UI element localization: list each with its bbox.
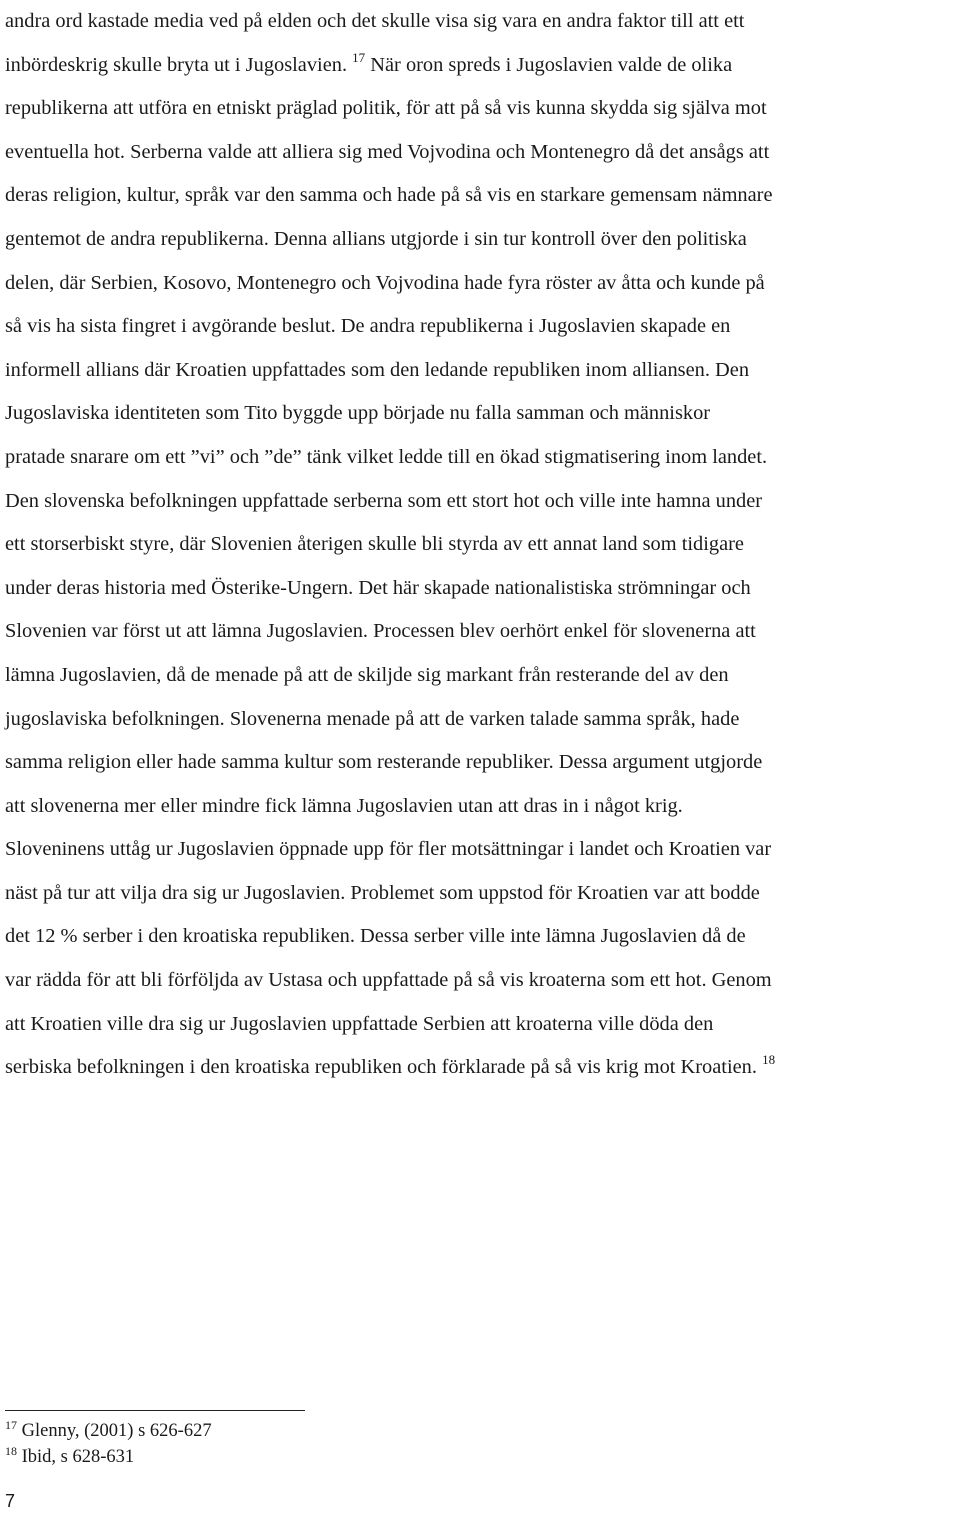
text-line: att Kroatien ville dra sig ur Jugoslavien uppfattade Serbien att kroaterna ville döda den	[5, 1012, 714, 1035]
text-line: republikerna att utföra en etniskt präglad politik, för att på så vis kunna skydda sig själva mot	[5, 97, 767, 120]
text-line: att slovenerna mer eller mindre fick lämna Jugoslavien utan att dras in i något krig.	[5, 794, 683, 817]
footnote-ref-17[interactable]: 17	[352, 49, 366, 65]
text-line: gentemot de andra republikerna. Denna allians utgjorde i sin tur kontroll över den politiska	[5, 227, 747, 250]
footnote-text: Ibid, s 628-631	[21, 1447, 135, 1467]
text-line: andra ord kastade media ved på elden och det skulle visa sig vara en andra faktor till att ett	[5, 10, 745, 32]
text-line: Slovenien var först ut att lämna Jugoslavien. Processen blev oerhört enkel för slovenerna att	[5, 620, 756, 643]
footnote-number: 17	[5, 1418, 17, 1432]
text-line: det 12 % serber i den kroatiska republiken. Dessa serber ville inte lämna Jugoslavien då de	[5, 925, 746, 948]
text-segment: inbördeskrig skulle bryta ut i Jugoslavien.	[5, 53, 348, 76]
body-text	[5, 0, 957, 1090]
text-line: ett storserbiskt styre, där Slovenien återigen skulle bli styrda av ett annat land som tidigare	[5, 533, 744, 556]
text-line: samma religion eller hade samma kultur som resterande republiker. Dessa argument utgjorde	[5, 751, 763, 774]
footnotes	[5, 1418, 212, 1470]
text-line: så vis ha sista fingret i avgörande beslut. De andra republikerna i Jugoslavien skapade en	[5, 315, 731, 338]
text-line: eventuella hot. Serberna valde att alliera sig med Vojvodina och Montenegro då det ansågs att	[5, 140, 770, 163]
text-line: deras religion, kultur, språk var den samma och hade på så vis en starkare gemensam nämnare	[5, 184, 773, 207]
text-line: Jugoslaviska identiteten som Tito byggde upp började nu falla samman och människor	[5, 402, 711, 425]
footnote-text: Glenny, (2001) s 626-627	[21, 1421, 212, 1441]
text-line	[5, 1046, 957, 1090]
text-segment: serbiska befolkningen i den kroatiska republiken och förklarade på så vis krig mot Kroatien.	[5, 1056, 757, 1079]
footnote-separator	[5, 1410, 305, 1411]
footnote-17	[5, 1418, 212, 1444]
text-line: näst på tur att vilja dra sig ur Jugoslavien. Problemet som uppstod för Kroatien var att bodde	[5, 881, 760, 904]
text-line: delen, där Serbien, Kosovo, Montenegro och Vojvodina hade fyra röster av åtta och kunde på	[5, 271, 765, 294]
text-line: under deras historia med Österike-Ungern. Det här skapade nationalistiska strömningar och	[5, 576, 751, 599]
footnote-number: 18	[5, 1444, 17, 1458]
text-line: lämna Jugoslavien, då de menade på att de skiljde sig markant från resterande del av den	[5, 663, 729, 686]
text-line: pratade snarare om ett ”vi” och ”de” tänk vilket ledde till en ökad stigmatisering inom landet.	[5, 445, 768, 468]
footnote-18	[5, 1444, 212, 1470]
text-line: jugoslaviska befolkningen. Slovenerna menade på att de varken talade samma språk, hade	[5, 707, 740, 730]
text-line: informell allians där Kroatien uppfattades som den ledande republiken inom alliansen. Den	[5, 358, 750, 381]
text-line: Sloveninens uttåg ur Jugoslavien öppnade upp för fler motsättningar i landet och Kroatien var	[5, 838, 772, 861]
text-line	[5, 44, 957, 88]
text-line: var rädda för att bli förföljda av Ustasa och uppfattade på så vis kroaterna som ett hot. Genom	[5, 969, 772, 992]
text-segment: När oron spreds i Jugoslavien valde de olika	[370, 53, 733, 76]
footnote-ref-18[interactable]: 18	[762, 1052, 776, 1068]
page-number: 7	[5, 1491, 16, 1511]
text-line: Den slovenska befolkningen uppfattade serberna som ett stort hot och ville inte hamna under	[5, 489, 763, 512]
